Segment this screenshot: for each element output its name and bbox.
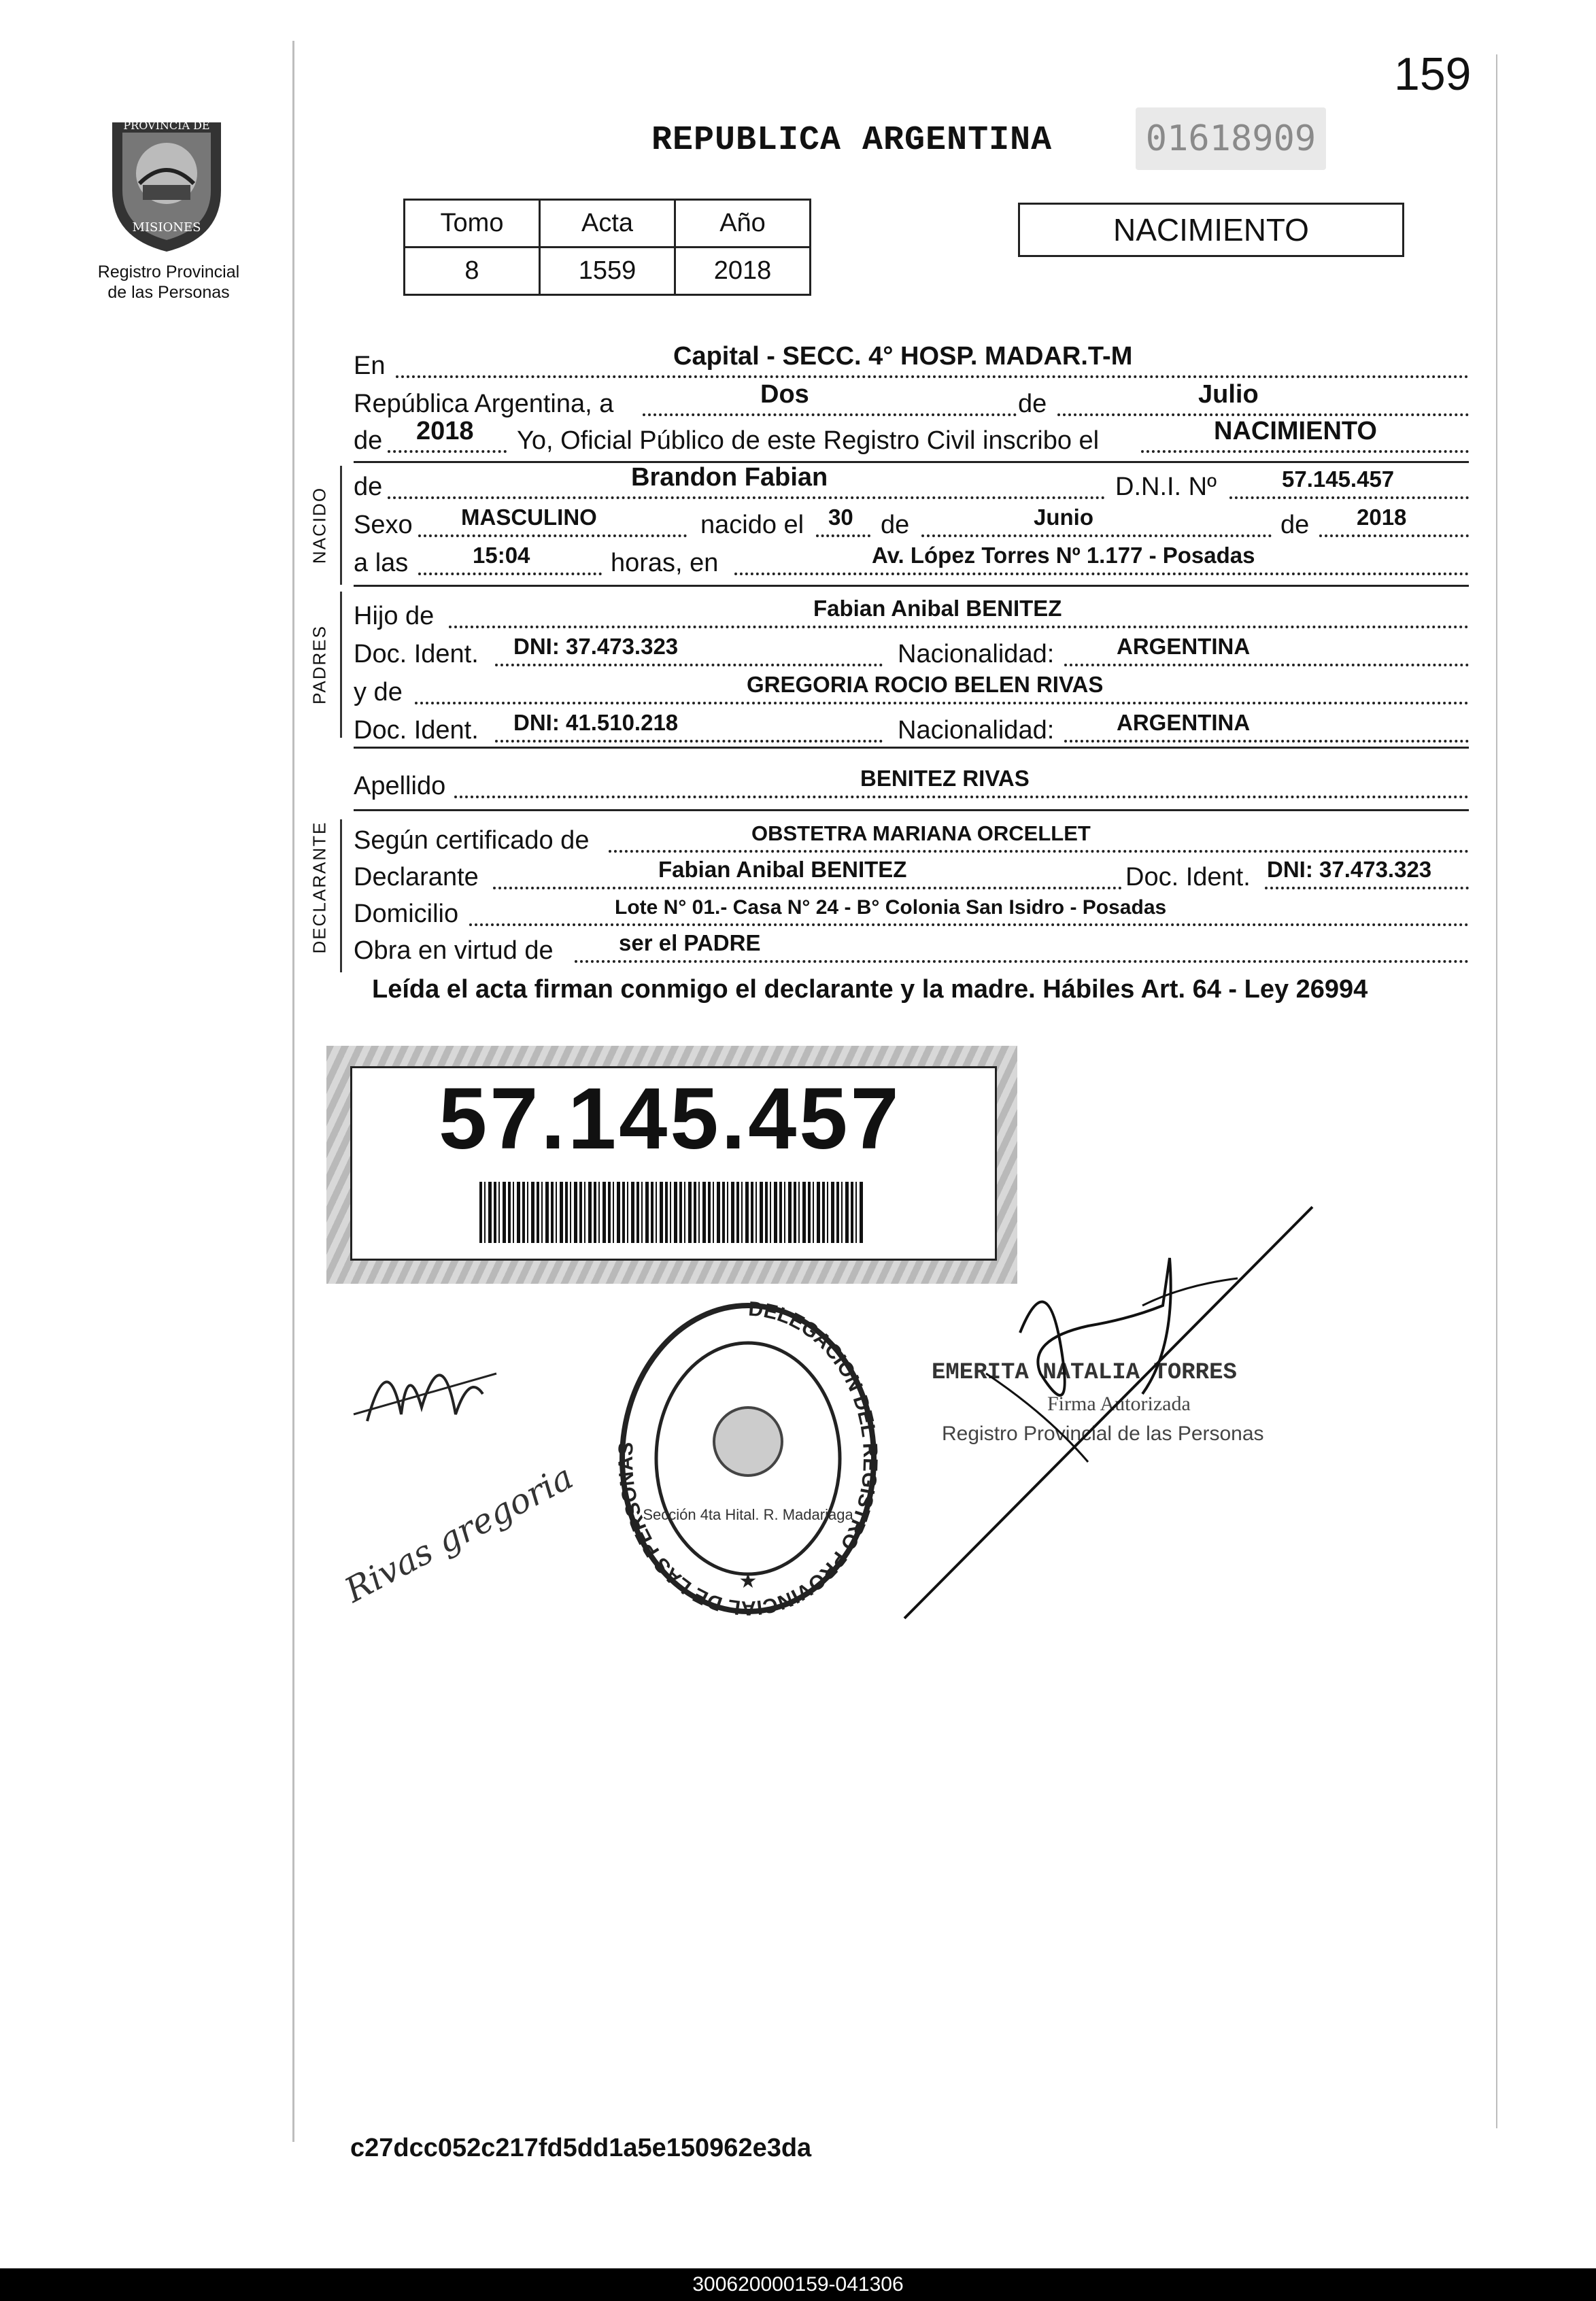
section-bar xyxy=(340,819,342,972)
value-year: 2018 xyxy=(416,417,474,445)
label-y-de: y de xyxy=(354,678,403,706)
row-mother xyxy=(354,673,1469,710)
dotted-line xyxy=(493,887,1122,889)
registry-header-ano: Año xyxy=(675,200,811,248)
label-doc-ident: Doc. Ident. xyxy=(354,640,479,668)
scan-fold-line xyxy=(292,41,294,2142)
label-sexo: Sexo xyxy=(354,511,413,539)
dotted-line xyxy=(418,573,602,575)
row-place xyxy=(354,342,1469,384)
serial-number: 01618909 xyxy=(1136,107,1326,170)
dotted-line xyxy=(396,375,1469,378)
value-mother: GREGORIA ROCIO BELEN RIVAS xyxy=(747,672,1104,697)
row-domicilio xyxy=(354,895,1469,932)
closing-statement: Leída el acta firman conmigo el declarante y la madre. Hábiles Art. 64 - Ley 26994 xyxy=(372,975,1368,1004)
label-oficial: Yo, Oficial Público de este Registro Civil inscribo el xyxy=(517,426,1100,455)
registry-stamp xyxy=(612,1295,884,1629)
official-signature xyxy=(884,1170,1319,1632)
section-bar xyxy=(340,466,342,585)
svg-text:PROVINCIA DE: PROVINCIA DE xyxy=(123,119,210,132)
row-declarante xyxy=(354,858,1469,895)
dotted-line xyxy=(449,626,1469,628)
separator xyxy=(354,585,1469,587)
scan-fold-line xyxy=(1496,54,1497,2128)
official-role: Firma Autorizada xyxy=(1047,1393,1191,1415)
official-office: Registro Provincial de las Personas xyxy=(942,1422,1264,1445)
document-hash: c27dcc052c217fd5dd1a5e150962e3da xyxy=(350,2134,812,2162)
separator xyxy=(354,747,1469,749)
value-obra: ser el PADRE xyxy=(619,930,761,955)
label-domicilio: Domicilio xyxy=(354,900,459,928)
section-bar xyxy=(340,592,342,738)
separator xyxy=(354,461,1469,463)
dotted-line xyxy=(454,796,1469,798)
value-mother-nationality: ARGENTINA xyxy=(1117,710,1251,735)
registry-logo-caption: Registro Provincial de las Personas xyxy=(97,262,240,302)
label-de: de xyxy=(881,511,910,539)
row-date xyxy=(354,380,1469,422)
page-number: 159 xyxy=(1394,48,1472,100)
label-republica: República Argentina, a xyxy=(354,390,614,418)
dotted-line xyxy=(495,740,883,743)
dni-number: 57.145.457 xyxy=(439,1070,902,1167)
dotted-line xyxy=(495,664,883,666)
dotted-line xyxy=(609,850,1469,853)
dotted-line xyxy=(388,496,1105,499)
registry-value-acta: 1559 xyxy=(540,248,675,295)
value-day: Dos xyxy=(760,380,809,409)
label-de: de xyxy=(1280,511,1310,539)
value-birth-month: Junio xyxy=(1034,505,1093,530)
label-apellido: Apellido xyxy=(354,772,446,800)
value-time: 15:04 xyxy=(473,543,530,568)
row-father-doc xyxy=(354,635,1469,672)
label-en: En xyxy=(354,352,386,380)
dotted-line xyxy=(1064,740,1469,743)
value-month: Julio xyxy=(1198,380,1259,409)
dotted-line xyxy=(921,534,1272,537)
value-father-doc: DNI: 37.473.323 xyxy=(513,634,679,659)
value-child-dni: 57.145.457 xyxy=(1282,466,1395,492)
row-certificado xyxy=(354,821,1469,858)
value-domicilio: Lote N° 01.- Casa N° 24 - B° Colonia San Isidro - Posadas xyxy=(615,896,1167,919)
document-type-box: NACIMIENTO xyxy=(1018,203,1404,257)
label-nacionalidad: Nacionalidad: xyxy=(898,640,1055,668)
registry-value-tomo: 8 xyxy=(405,248,540,295)
svg-text:★: ★ xyxy=(738,1570,758,1592)
svg-text:Sección 4ta Hital. R. Madariag: Sección 4ta Hital. R. Madariaga xyxy=(643,1506,853,1523)
section-label-declarante: DECLARANTE xyxy=(309,821,330,954)
row-father xyxy=(354,597,1469,634)
barcode xyxy=(479,1182,864,1243)
value-birth-year: 2018 xyxy=(1357,505,1407,530)
value-birth-place: Av. López Torres Nº 1.177 - Posadas xyxy=(872,543,1255,568)
registry-header-tomo: Tomo xyxy=(405,200,540,248)
label-nacido: nacido el xyxy=(700,511,804,539)
dotted-line xyxy=(1265,887,1469,889)
svg-text:MISIONES: MISIONES xyxy=(132,220,201,235)
dotted-line xyxy=(734,573,1469,575)
mother-signature xyxy=(320,1442,580,1611)
row-apellido xyxy=(354,767,1469,804)
label-obra: Obra en virtud de xyxy=(354,936,554,965)
dotted-line xyxy=(1141,450,1469,453)
declarant-signature xyxy=(340,1333,503,1442)
label-horas: horas, en xyxy=(611,549,719,577)
row-year xyxy=(354,417,1469,458)
row-time-place xyxy=(354,544,1469,581)
separator xyxy=(354,809,1469,811)
row-mother-doc xyxy=(354,711,1469,748)
value-apellido: BENITEZ RIVAS xyxy=(860,766,1030,791)
dotted-line xyxy=(816,534,870,537)
value-act: NACIMIENTO xyxy=(1214,417,1377,445)
svg-text:Rivas gregoria: Rivas gregoria xyxy=(338,1456,580,1611)
label-doc-ident: Doc. Ident. xyxy=(354,716,479,745)
label-de: de xyxy=(354,426,383,455)
dotted-line xyxy=(415,702,1469,704)
dotted-line xyxy=(1229,496,1469,499)
footer-id-bar: 300620000159-041306 xyxy=(0,2268,1596,2301)
label-segun-certificado: Según certificado de xyxy=(354,826,590,855)
label-a-las: a las xyxy=(354,549,409,577)
section-label-padres: PADRES xyxy=(309,625,330,704)
dotted-line xyxy=(575,960,1469,963)
label-doc-ident: Doc. Ident. xyxy=(1125,863,1251,891)
dotted-line xyxy=(1057,413,1469,416)
dotted-line xyxy=(1064,664,1469,666)
row-child-name xyxy=(354,463,1469,505)
label-hijo-de: Hijo de xyxy=(354,602,435,630)
value-father: Fabian Anibal BENITEZ xyxy=(813,596,1062,621)
dotted-line xyxy=(418,534,687,537)
value-sexo: MASCULINO xyxy=(461,505,597,530)
value-child-name: Brandon Fabian xyxy=(631,463,828,492)
misiones-seal-logo xyxy=(102,109,231,255)
value-father-nationality: ARGENTINA xyxy=(1117,634,1251,659)
dotted-line xyxy=(1319,534,1469,537)
label-de: de xyxy=(1018,390,1047,418)
row-sex-birth xyxy=(354,506,1469,543)
dotted-line xyxy=(388,450,507,453)
value-declarante: Fabian Anibal BENITEZ xyxy=(658,857,907,882)
section-label-nacido: NACIDO xyxy=(309,486,330,564)
label-dni: D.N.I. Nº xyxy=(1115,473,1217,501)
dotted-line xyxy=(643,413,1017,416)
registry-header-acta: Acta xyxy=(540,200,675,248)
official-name: EMERITA NATALIA TORRES xyxy=(932,1360,1237,1386)
value-birth-day: 30 xyxy=(828,505,853,530)
label-nacionalidad: Nacionalidad: xyxy=(898,716,1055,745)
row-obra xyxy=(354,932,1469,968)
svg-text:DELEGACION DEL REGISTRO PROVIN: DELEGACION DEL REGISTRO PROVINCIAL DE LAS PERSONAS xyxy=(614,1297,882,1620)
value-mother-doc: DNI: 41.510.218 xyxy=(513,710,679,735)
dotted-line xyxy=(469,923,1469,926)
registry-table xyxy=(403,199,811,296)
page-title: REPUBLICA ARGENTINA xyxy=(651,121,1053,160)
value-declarante-doc: DNI: 37.473.323 xyxy=(1267,857,1432,882)
value-place: Capital - SECC. 4° HOSP. MADAR.T-M xyxy=(673,342,1133,371)
registry-value-ano: 2018 xyxy=(675,248,811,295)
label-declarante: Declarante xyxy=(354,863,479,891)
label-de: de xyxy=(354,473,383,501)
value-certificado: OBSTETRA MARIANA ORCELLET xyxy=(751,821,1091,845)
